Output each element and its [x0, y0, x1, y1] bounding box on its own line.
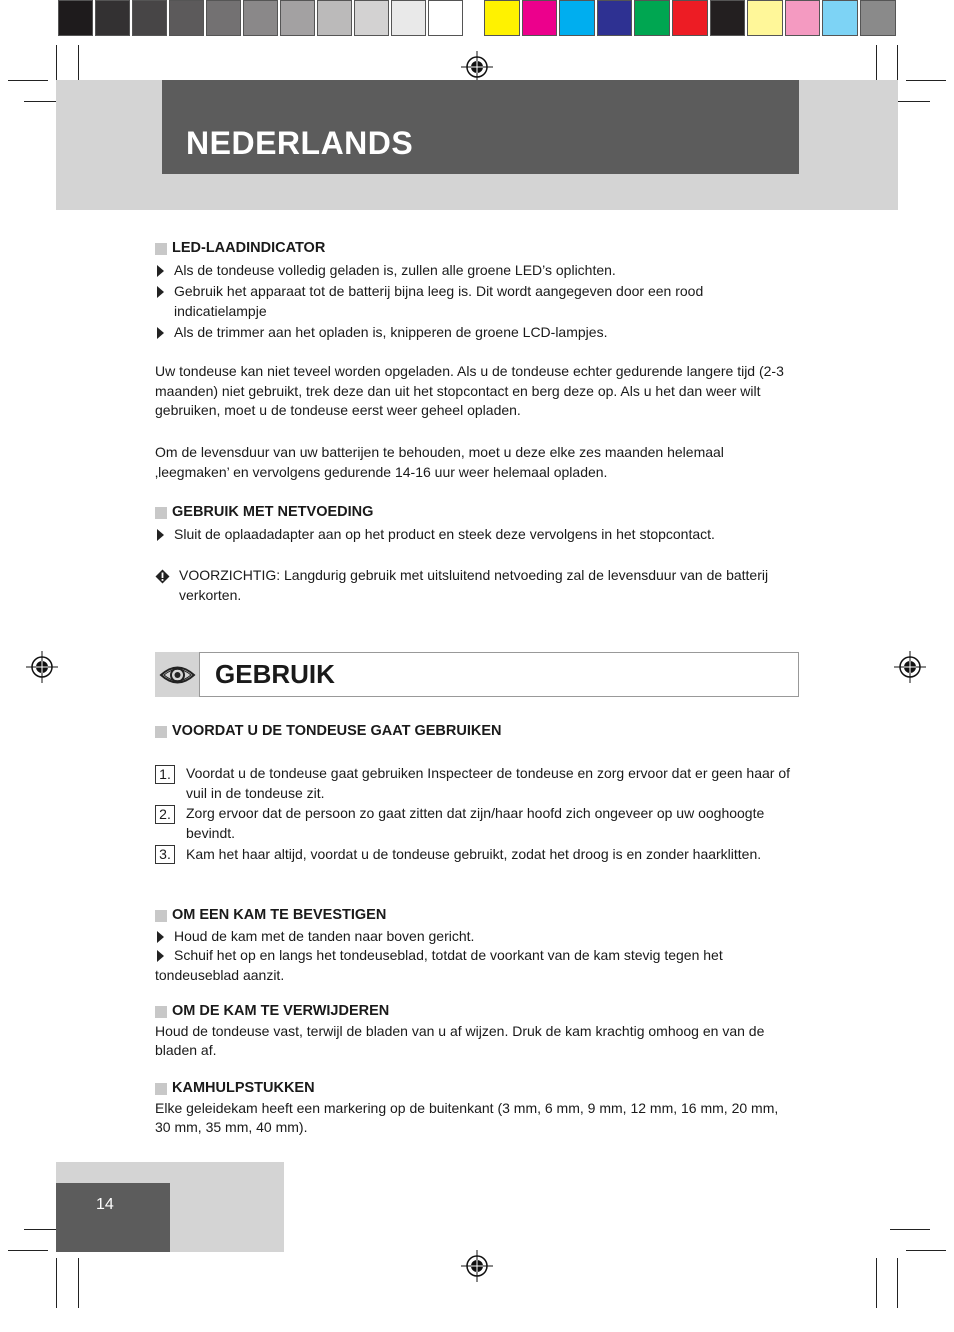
- triangle-bullet-icon: [157, 265, 164, 277]
- color-swatch: [672, 0, 708, 36]
- square-bullet-icon: [155, 1006, 167, 1018]
- gray-color-bar: [58, 0, 465, 38]
- list-item-continuation: tondeuseblad aanzit.: [155, 966, 285, 983]
- list-item: [155, 525, 795, 545]
- numbered-step: [155, 764, 795, 803]
- mains-heading: [155, 503, 795, 523]
- led-heading: [155, 239, 795, 259]
- attachments-heading-text: KAMHULPSTUKKEN: [172, 1080, 315, 1096]
- mains-section: [155, 503, 795, 544]
- crop-mark: [8, 1250, 48, 1251]
- step-number: 3.: [155, 845, 175, 864]
- list-item-text: Houd de kam met de tanden naar boven gericht.: [174, 927, 475, 944]
- led-heading-text: LED-LAADINDICATOR: [172, 240, 326, 256]
- eye-icon: [155, 652, 200, 697]
- triangle-bullet-icon: [157, 286, 164, 298]
- color-swatch: [317, 0, 352, 36]
- color-swatch: [484, 0, 520, 36]
- comb-attachments-section: [155, 1079, 795, 1138]
- color-swatch: [280, 0, 315, 36]
- color-swatch: [747, 0, 783, 36]
- list-item-text: Schuif het op en langs het tondeuseblad, totdat de voorkant van de kam stevig tegen het: [174, 947, 723, 963]
- attachments-text: Elke geleidekam heeft een markering op de buitenkant (3 mm, 6 mm, 9 mm, 12 mm, 16 mm, 20 mm, 30 mm, 35 mm, 40 mm).: [155, 1099, 779, 1135]
- warning-diamond-icon: [155, 569, 170, 584]
- registration-mark-icon: [894, 651, 926, 683]
- triangle-bullet-icon: [157, 950, 164, 962]
- color-bar: [484, 0, 898, 38]
- color-swatch: [634, 0, 670, 36]
- list-item-text: Als de trimmer aan het opladen is, knipperen de groene LCD-lampjes.: [174, 324, 608, 340]
- color-swatch: [132, 0, 167, 36]
- step-number: 2.: [155, 805, 175, 824]
- crop-mark: [8, 80, 48, 81]
- remove-comb-section: [155, 1002, 795, 1061]
- section-title: GEBRUIK: [215, 659, 335, 689]
- color-swatch: [206, 0, 241, 36]
- before-use-steps: [155, 764, 795, 865]
- led-paragraph-1: Uw tondeuse kan niet teveel worden opgeladen. Als u de tondeuse echter gedurende langere tijd (2-3 maanden) niet gebruikt, trek deze dan uit het stopcontact en berg deze op. Als u het dan weer wilt gebruiken, moet u de tondeuse eerst weer geheel opladen.: [155, 363, 784, 418]
- color-swatch: [95, 0, 130, 36]
- registration-mark-icon: [461, 51, 493, 83]
- crop-mark: [56, 1258, 57, 1308]
- square-bullet-icon: [155, 910, 167, 922]
- step-number: 1.: [155, 765, 175, 784]
- list-item: [155, 323, 795, 343]
- square-bullet-icon: [155, 726, 167, 738]
- registration-mark-icon: [461, 1250, 493, 1282]
- square-bullet-icon: [155, 507, 167, 519]
- color-swatch: [243, 0, 278, 36]
- registration-mark-icon: [26, 651, 58, 683]
- crop-mark: [906, 80, 946, 81]
- warning-note: [155, 566, 795, 605]
- warning-text: VOORZICHTIG: Langdurig gebruik met uitsluitend netvoeding zal de levensduur van de batterij verkorten.: [179, 567, 769, 603]
- color-swatch: [860, 0, 896, 36]
- list-item-text: Als de tondeuse volledig geladen is, zullen alle groene LED’s oplichten.: [174, 261, 616, 278]
- crop-mark: [78, 1258, 79, 1308]
- numbered-step: [155, 844, 795, 865]
- before-use-heading: [155, 722, 795, 742]
- crop-mark: [876, 1258, 877, 1308]
- step-text: Kam het haar altijd, voordat u de tondeuse gebruikt, zodat het droog is en zonder haarklitten.: [186, 846, 762, 862]
- square-bullet-icon: [155, 1083, 167, 1095]
- page-number: 14: [96, 1196, 114, 1213]
- led-paragraph-2: Om de levensduur van uw batterijen te behouden, moet u deze elke zes maanden helemaal ‚leegmaken’ en vervolgens gedurende 14-16 uur weer helemaal opladen.: [155, 444, 724, 480]
- color-swatch: [428, 0, 463, 36]
- list-item-text: Gebruik het apparaat tot de batterij bijna leeg is. Dit wordt aangegeven door een rood indicatielampje: [174, 283, 704, 319]
- color-swatch: [354, 0, 389, 36]
- remove-text: Houd de tondeuse vast, terwijl de bladen van u af wijzen. Druk de kam krachtig omhoog en van de bladen af.: [155, 1022, 765, 1058]
- remove-heading-text: OM DE KAM TE VERWIJDEREN: [172, 1003, 390, 1019]
- numbered-step: [155, 804, 795, 843]
- page-title: NEDERLANDS: [186, 125, 414, 161]
- color-swatch: [710, 0, 746, 36]
- crop-mark: [906, 1250, 946, 1251]
- step-text: Zorg ervoor dat de persoon zo gaat zitten dat zijn/haar hoofd zich ongeveer op uw ooghoogte bevindt.: [186, 805, 765, 841]
- led-section: [155, 239, 795, 343]
- list-item: [155, 946, 795, 966]
- list-item: [155, 927, 795, 947]
- crop-mark: [890, 1229, 930, 1230]
- attach-heading-text: OM EEN KAM TE BEVESTIGEN: [172, 907, 387, 923]
- attach-comb-section: [155, 906, 795, 985]
- color-swatch: [522, 0, 558, 36]
- list-item: [155, 261, 795, 281]
- color-swatch: [822, 0, 858, 36]
- before-heading-text: VOORDAT U DE TONDEUSE GAAT GEBRUIKEN: [172, 723, 502, 739]
- triangle-bullet-icon: [157, 931, 164, 943]
- triangle-bullet-icon: [157, 327, 164, 339]
- triangle-bullet-icon: [157, 529, 164, 541]
- color-swatch: [58, 0, 93, 36]
- page-number-box: [56, 1183, 170, 1252]
- mains-heading-text: GEBRUIK MET NETVOEDING: [172, 504, 374, 520]
- step-text: Voordat u de tondeuse gaat gebruiken Inspecteer de tondeuse en zorg ervoor dat er geen haar of vuil in de tondeuse zit.: [186, 765, 790, 801]
- color-swatch: [785, 0, 821, 36]
- color-swatch: [559, 0, 595, 36]
- list-item: [155, 282, 795, 321]
- section-icon-box: [155, 652, 200, 697]
- square-bullet-icon: [155, 243, 167, 255]
- list-item-text: Sluit de oplaadadapter aan op het product en steek deze vervolgens in het stopcontact.: [174, 525, 715, 542]
- crop-mark: [897, 1258, 898, 1308]
- color-swatch: [391, 0, 426, 36]
- color-swatch: [597, 0, 633, 36]
- color-swatch: [169, 0, 204, 36]
